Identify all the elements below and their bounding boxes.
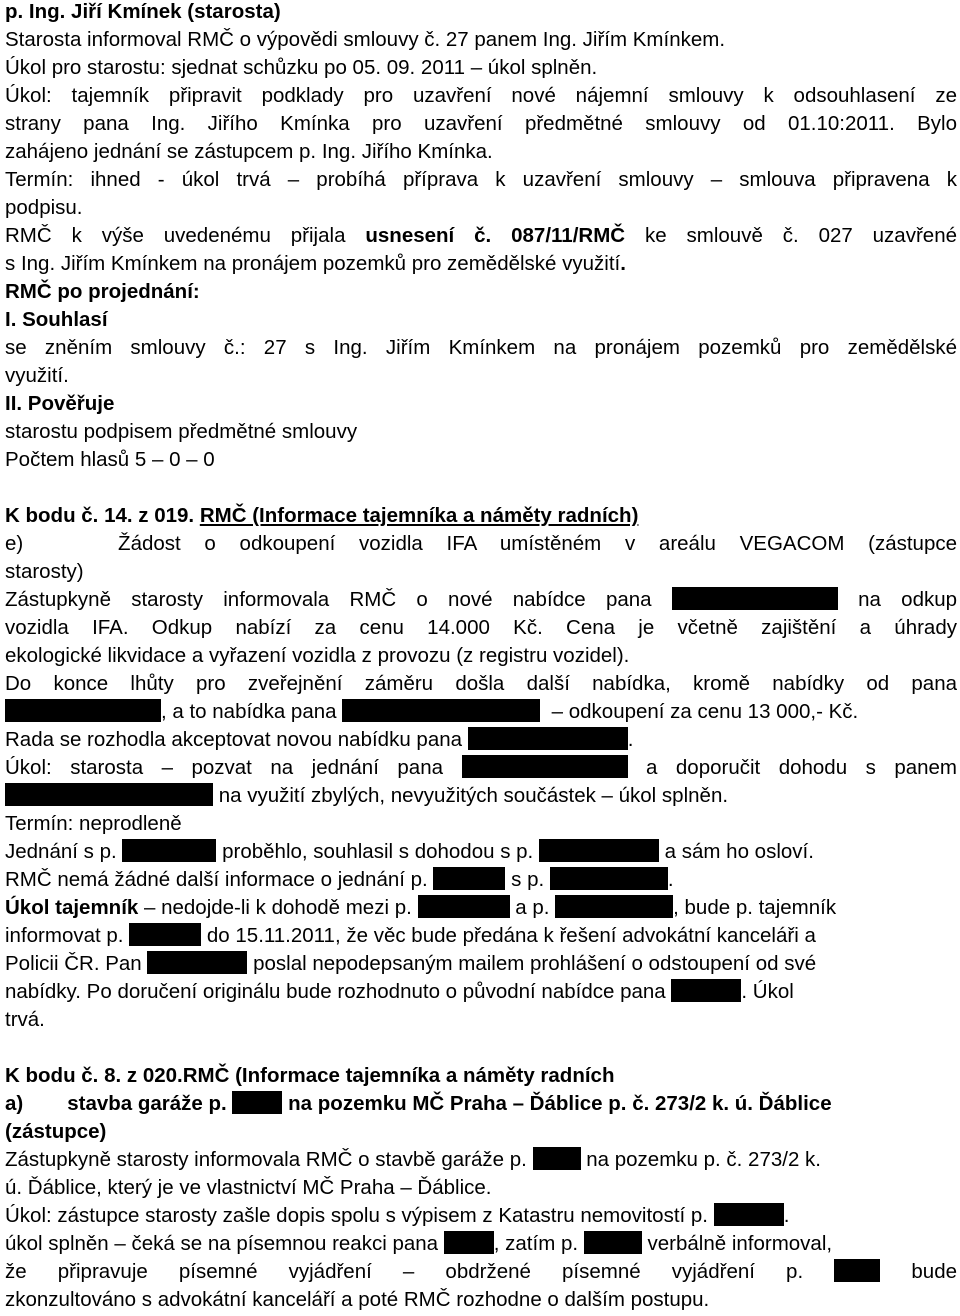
text-line bbox=[5, 1202, 957, 1230]
subsection-heading: (zástupce) bbox=[5, 1120, 107, 1143]
text-fragment: nabídky. Po doručení originálu bude rozhodnuto o původní nabídce pana bbox=[5, 980, 666, 1003]
text-line: e) Žádost o odkoupení vozidla IFA umístěném v areálu VEGACOM (zástupce bbox=[5, 532, 957, 555]
text-fragment: Zástupkyně starosty informovala RMČ o stavbě garáže p. bbox=[5, 1148, 527, 1171]
text-fragment: , a to nabídka pana bbox=[161, 700, 337, 723]
text-fragment: Úkol: zástupce starosty zašle dopis spolu s výpisem z Katastru nemovitostí p. bbox=[5, 1204, 708, 1227]
spacer bbox=[5, 474, 957, 502]
text-line: strany pana Ing. Jiřího Kmínka pro uzavření předmětné smlouvy od 01.10:2011. Bylo bbox=[5, 112, 957, 135]
text-line: podpisu. bbox=[5, 196, 83, 219]
redaction-box bbox=[714, 1203, 784, 1226]
text-line bbox=[5, 1230, 957, 1258]
text-fragment: Úkol: starosta – pozvat na jednání pana bbox=[5, 756, 443, 779]
text-fragment: na odkup bbox=[858, 588, 957, 611]
text-line bbox=[5, 978, 957, 1006]
text-line bbox=[5, 586, 957, 614]
text-fragment: poslal nepodepsaným mailem prohlášení o odstoupení od své bbox=[253, 952, 817, 975]
text-fragment: , zatím p. bbox=[493, 1232, 579, 1255]
redaction-box bbox=[671, 979, 741, 1002]
text-fragment: na pozemku MČ Praha – Ďáblice p. č. 273/2 k. ú. Ďáblice bbox=[288, 1092, 832, 1115]
text-fragment: a doporučit dohodu s panem bbox=[646, 756, 957, 779]
document-page bbox=[5, 0, 957, 1314]
text-fragment: proběhlo, souhlasil s dohodou s p. bbox=[222, 840, 534, 863]
resolution-line bbox=[5, 250, 957, 278]
text-fragment: a) bbox=[5, 1092, 24, 1115]
redaction-box bbox=[433, 867, 505, 890]
text-line bbox=[5, 922, 957, 950]
text-line bbox=[5, 726, 957, 754]
text-fragment: Jednání s p. bbox=[5, 840, 117, 863]
redaction-box bbox=[550, 867, 668, 890]
text-fragment: úkol splněn – čeká se na písemnou reakci pana bbox=[5, 1232, 439, 1255]
text-fragment: – odkoupení za cenu 13 000,- Kč. bbox=[551, 700, 859, 723]
text-fragment: , bude p. tajemník bbox=[673, 896, 837, 919]
text-fragment: RMČ k výše uvedenému přijala bbox=[5, 224, 366, 247]
text-fragment: . bbox=[667, 868, 674, 891]
text-fragment: RMČ (Informace tajemníka a náměty radních) bbox=[199, 504, 639, 527]
redaction-box bbox=[468, 727, 628, 750]
text-line: využití. bbox=[5, 364, 69, 387]
text-line: zahájeno jednání se zástupcem p. Ing. Jiřího Kmínka. bbox=[5, 140, 493, 163]
text-fragment: . Úkol bbox=[741, 980, 794, 1003]
text-fragment: stavba garáže p. bbox=[67, 1092, 227, 1115]
text-fragment: K bodu č. 14. z 019. bbox=[5, 504, 200, 527]
text-line bbox=[5, 1146, 957, 1174]
text-line: Úkol: tajemník připravit podklady pro uzavření nové nájemní smlouvy k odsouhlasení ze bbox=[5, 84, 957, 107]
redaction-box bbox=[462, 755, 628, 778]
section-heading: p. Ing. Jiří Kmínek (starosta) bbox=[5, 0, 281, 23]
text-fragment: Zástupkyně starosty informovala RMČ o nové nabídce pana bbox=[5, 588, 652, 611]
text-fragment: a p. bbox=[515, 896, 550, 919]
text-fragment: – nedojde-li k dohodě mezi p. bbox=[138, 896, 412, 919]
text-line: starostu podpisem předmětné smlouvy bbox=[5, 420, 358, 443]
text-line bbox=[5, 782, 957, 810]
text-line: Úkol pro starostu: sjednat schůzku po 05. 09. 2011 – úkol splněn. bbox=[5, 56, 598, 79]
deadline-line: Termín: neprodleně bbox=[5, 812, 182, 835]
text-fragment: . bbox=[620, 252, 626, 275]
text-line bbox=[5, 894, 957, 922]
text-line: ú. Ďáblice, který je ve vlastnictví MČ Praha – Ďáblice. bbox=[5, 1176, 492, 1199]
redaction-box bbox=[555, 895, 673, 918]
redaction-box bbox=[444, 1231, 494, 1254]
text-fragment: s p. bbox=[511, 868, 545, 891]
resolution-number: usnesení č. 087/11/RMČ bbox=[365, 224, 626, 247]
text-fragment: verbálně informoval, bbox=[647, 1232, 833, 1255]
text-line bbox=[5, 950, 957, 978]
text-line: trvá. bbox=[5, 1008, 45, 1031]
text-fragment: . bbox=[627, 728, 634, 751]
text-fragment: že připravuje písemné vyjádření – obdržené písemné vyjádření p. bbox=[5, 1260, 804, 1283]
vote-count: Počtem hlasů 5 – 0 – 0 bbox=[5, 448, 215, 471]
text-fragment: na využití zbylých, nevyužitých součástek – úkol splněn. bbox=[218, 784, 729, 807]
text-fragment: bude bbox=[911, 1260, 957, 1283]
redaction-box bbox=[5, 699, 161, 722]
redaction-box bbox=[834, 1259, 880, 1282]
text-line: starosty) bbox=[5, 560, 84, 583]
item-title: II. Pověřuje bbox=[5, 392, 115, 415]
redaction-box bbox=[539, 839, 659, 862]
resolution-line bbox=[5, 222, 957, 250]
redaction-box bbox=[232, 1091, 282, 1114]
spacer bbox=[5, 1034, 957, 1062]
text-line: vozidla IFA. Odkup nabízí za cenu 14.000 Kč. Cena je včetně zajištění a úhrady bbox=[5, 616, 957, 639]
redaction-box bbox=[584, 1231, 642, 1254]
redaction-box bbox=[147, 951, 247, 974]
section-heading bbox=[5, 502, 957, 530]
redaction-box bbox=[533, 1147, 581, 1170]
redaction-box bbox=[5, 783, 213, 806]
redaction-box bbox=[672, 587, 838, 610]
text-fragment: s Ing. Jiřím Kmínkem na pronájem pozemků pro zemědělské využití bbox=[5, 252, 621, 275]
redaction-box bbox=[342, 699, 540, 722]
text-fragment: a sám ho osloví. bbox=[664, 840, 814, 863]
text-line: Starosta informoval RMČ o výpovědi smlouvy č. 27 panem Ing. Jiřím Kmínkem. bbox=[5, 28, 726, 51]
text-line bbox=[5, 754, 957, 782]
text-fragment: Rada se rozhodla akceptovat novou nabídku pana bbox=[5, 728, 463, 751]
text-fragment: informovat p. bbox=[5, 924, 124, 947]
task-label: Úkol tajemník bbox=[5, 896, 139, 919]
redaction-box bbox=[418, 895, 510, 918]
text-fragment: do 15.11.2011, že věc bude předána k řešení advokátní kanceláři a bbox=[206, 924, 816, 947]
text-line: se zněním smlouvy č.: 27 s Ing. Jiřím Kmínkem na pronájem pozemků pro zemědělské bbox=[5, 336, 957, 359]
section-heading: K bodu č. 8. z 020.RMČ (Informace tajemníka a náměty radních bbox=[5, 1064, 615, 1087]
text-line: Termín: ihned - úkol trvá – probíhá příprava k uzavření smlouvy – smlouva připravena k bbox=[5, 168, 957, 191]
after-hearing-label: RMČ po projednání: bbox=[5, 280, 200, 303]
text-fragment: Policii ČR. Pan bbox=[5, 952, 142, 975]
text-fragment: ke smlouvě č. 027 uzavřené bbox=[625, 224, 957, 247]
text-fragment: . bbox=[783, 1204, 790, 1227]
text-line bbox=[5, 698, 957, 726]
text-line bbox=[5, 1258, 957, 1286]
text-fragment: na pozemku p. č. 273/2 k. bbox=[586, 1148, 821, 1171]
text-line: Do konce lhůty pro zveřejnění záměru došla další nabídka, kromě nabídky od pana bbox=[5, 672, 957, 695]
text-line bbox=[5, 838, 957, 866]
item-title: I. Souhlasí bbox=[5, 308, 108, 331]
text-fragment: RMČ nemá žádné další informace o jednání p. bbox=[5, 868, 428, 891]
text-line bbox=[5, 866, 957, 894]
redaction-box bbox=[129, 923, 201, 946]
text-line: ekologické likvidace a vyřazení vozidla z provozu (z registru vozidel). bbox=[5, 644, 630, 667]
redaction-box bbox=[122, 839, 216, 862]
subsection-heading bbox=[5, 1090, 957, 1118]
text-line: zkonzultováno s advokátní kanceláří a poté RMČ rozhodne o dalším postupu. bbox=[5, 1288, 710, 1311]
